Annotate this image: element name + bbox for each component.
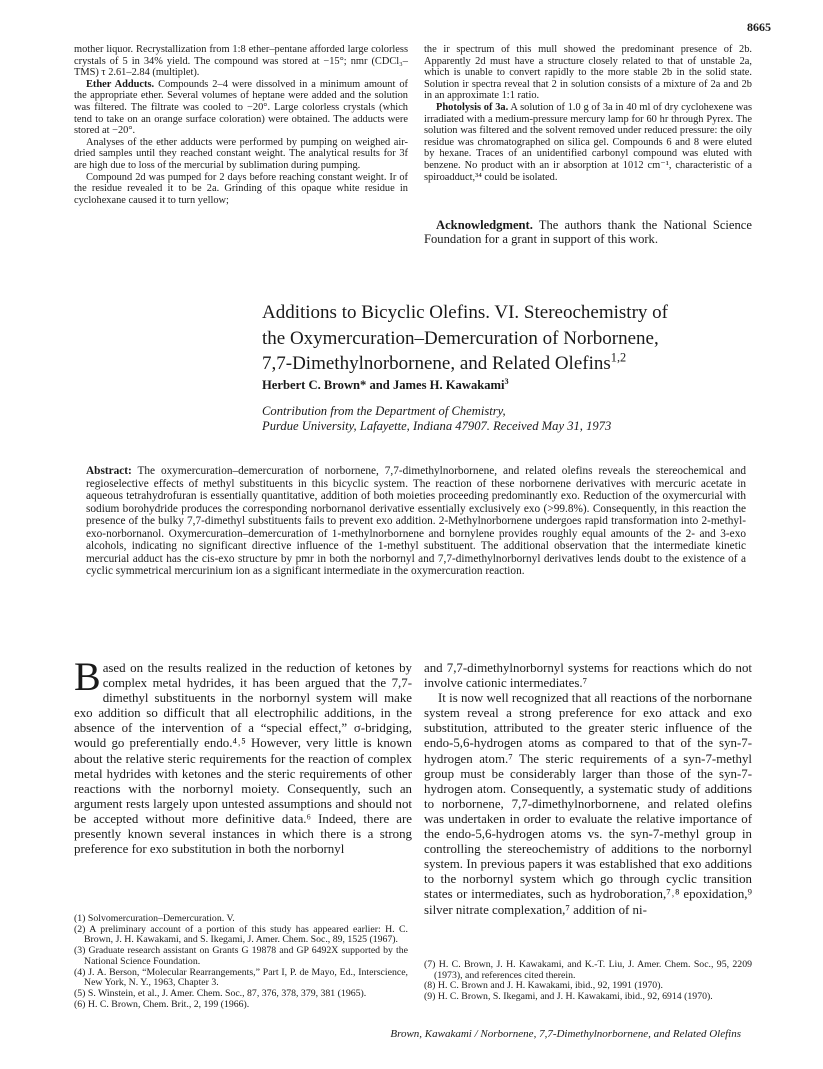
footnote: (3) Graduate research assistant on Grants G 19878 and GP 6492X supported by the National Science Foundation. — [74, 945, 408, 967]
contribution-line: Purdue University, Lafayette, Indiana 47907. Received May 31, 1973 — [262, 419, 612, 433]
footnotes-right — [424, 960, 752, 1003]
body-paragraph: It is now well recognized that all reactions of the norbornane system reveal a strong preference for exo attack and exo substitution, attributed to the greater steric influence of the endo-5,6-hydrogen atoms as compared to that of the syn-7-hydrogen atom.⁷ The steric requirements of a syn-7-methyl group must be considerably larger than those of the syn-7-hydrogen atom. Consequently, a systematic study of additions to norbornene, 7,7-dimethylnorbornene, and related olefins was undertaken in order to evaluate the relative importance of the endo-5,6-hydrogen atoms vs. the syn-7-methyl group in controlling the stereochemistry of additions to the norbornyl system. In previous papers it was established that exo additions to the norbornyl system which go through cyclic transition states or intermediates, such as hydroboration,⁷˒⁸ epoxidation,⁹ silver nitrate complexation,⁷ addition of ni- — [424, 691, 752, 917]
footnote: (4) J. A. Berson, “Molecular Rearrangements,” Part I, P. de Mayo, Ed., Interscience, New York, N. Y., 1963, Chapter 3. — [74, 966, 408, 989]
prev-paragraph: mother liquor. Recrystallization from 1:8 ether–pentane afforded large colorless crystals of 5 in 34% yield. The compound was stored at −15°; nmr (CDCl₃–TMS) τ 2.61–2.84 (multiplet). — [74, 44, 408, 79]
title-line: the Oxymercuration–Demercuration of Norbornene, — [262, 327, 659, 349]
paragraph-text: A solution of 1.0 g of 3a in 40 ml of dry cyclohexene was irradiated with a medium-pressure mercury lamp for 60 hr through Pyrex. The solution was filtered and the solvent removed under reduced pressure: the oily residue was chromatographed on silica gel. Compounds 6 and 8 were eluted by hexane. Traces of an unidentified carbonyl compound was eluted with benzene. No product with an ir absorption at 1012 cm⁻¹, characteristic of a spiroadduct,³⁴ could be isolated. — [424, 101, 752, 183]
contribution — [262, 404, 611, 434]
title-line: 7,7-Dimethylnorbornene, and Related Olefins$^{1,2}$ — [262, 350, 627, 374]
intro-text: ased on the results realized in the reduction of ketones by complex metal hydrides, it has been argued that the 7,7-dimethyl substituents in the norbornyl system will make exo addition so difficult that all electrophilic additions, in the absence of the intervention of a “special effect,” σ-bridging, would go preferentially endo.⁴˒⁵ However, very little is known about the relative steric requirements for the reaction of complex metal hydrides with ketones and the steric requirements of other reactions with the norbornyl moiety. Consequently, such an argument rests largely upon untested assumptions and should not be accepted without more definitive data.⁶ Indeed, there are presently known several instances in which there is a strong preference for exo substitution in both the norbornyl — [74, 661, 412, 857]
page-number: 8665 — [747, 20, 771, 34]
ether-adducts-paragraph — [74, 79, 408, 137]
acknowledgment-lead: Acknowledgment. — [436, 218, 533, 232]
body-left-column — [74, 654, 412, 857]
title-footnote-ref: 1,2 — [610, 350, 627, 365]
footnote: (8) H. C. Brown and J. H. Kawakami, ibid., 92, 1991 (1970). — [424, 980, 663, 992]
prev-article-right-column — [424, 44, 752, 183]
abstract — [86, 465, 746, 578]
acknowledgment — [424, 218, 752, 246]
intro-paragraph — [74, 654, 412, 857]
footnote: (5) S. Winstein, et al., J. Amer. Chem. Soc., 87, 376, 378, 379, 381 (1965). — [74, 987, 367, 999]
abstract-text: The oxymercuration–demercuration of norbornene, 7,7-dimethylnorbornene, and related olefins reveals the stereochemical and regioselective effects of methyl substituents in this bicyclic system. The reaction of these norbornene derivatives with mercuric acetate in aqueous tetrahydrofuran is essentially quantitative, addition of both moieties proceeding predominantly exo. Reduction of the oxymercurial with sodium borohydride produces the corresponding norbornanol derivative essentially exclusively exo (>99.8%). Consequently, in this reaction the presence of the bulky 7,7-dimethyl substituents fails to prevent exo addition. 2-Methylnorbornene undergoes rapid transformation into 2-methyl-exo-norbornanol. Oxymercuration–demercuration of 1-methylnorbornene and bornylene provides roughly equal amounts of the 2- and 3-exo alcohols, indicating no significant directive influence of the 1-methyl substituent. The additional observation that the intermediate kinetic mercurial adduct has the cis-exo structure by pmr in both the norbornyl and 7,7-dimethylnorbornyl derivatives lends doubt to the existence of a cyclic symmetrical mercurinium ion as a significant intermediate in the oxymercuration reaction. — [86, 465, 746, 577]
contribution-line: Contribution from the Department of Chemistry, — [262, 404, 506, 418]
footnote: (2) A preliminary account of a portion of this study has appeared earlier: H. C. Brown, J. H. Kawakami, and S. Ikegami, J. Amer. Chem. Soc., 89, 1525 (1967). — [74, 923, 408, 946]
body-right-column — [424, 661, 752, 918]
footnote: (1) Solvomercuration–Demercuration. V. — [74, 913, 235, 924]
paragraph-text: Compounds 2–4 were dissolved in a minimum amount of the appropriate ether. Several volumes of heptane were added and the solution was filtered. The filtrate was cooled to −20°. Large colorless crystals (which tend to take on an orange surface coloration) were obtained. The adducts were stored at −20°. — [74, 78, 408, 137]
author-footnote-ref: 3 — [504, 376, 509, 386]
footnote: (6) H. C. Brown, Chem. Brit., 2, 199 (1966). — [74, 998, 250, 1010]
analysis-paragraph: Analyses of the ether adducts were performed by pumping on weighed air-dried samples until they reached constant weight. The analytical results for 3f are high due to loss of the mercurial by sublimation during pumping. — [74, 136, 408, 171]
footnotes-left — [74, 914, 408, 1010]
photolysis-paragraph — [424, 102, 752, 183]
footnote: (9) H. C. Brown, S. Ikegami, and J. H. Kawakami, ibid., 92, 6914 (1970). — [424, 991, 713, 1003]
acknowledgment-text: The authors thank the National Science Foundation for a grant in support of this work. — [424, 218, 752, 246]
compound-2d-paragraph: Compound 2d was pumped for 2 days before reaching constant weight. Ir of the residue revealed it to be 2a. Grinding of this opaque white residue in cyclohexane caused it to turn yellow; — [74, 171, 408, 206]
paragraph-lead: Photolysis of 3a. — [436, 101, 509, 113]
article-title — [262, 300, 732, 377]
mull-paragraph: the ir spectrum of this mull showed the predominant presence of 2b. Apparently 2d must have a structure closely related to that of unstable 2a, which is unable to convert rapidly to the more stable 2b in the solid state. Solution ir spectra reveal that 2 in solution consists of a mixture of 2a and 2b in an approximate 1:1 ratio. — [424, 44, 752, 102]
body-paragraph: and 7,7-dimethylnorbornyl systems for reactions which do not involve cationic intermediates.⁷ — [424, 661, 752, 691]
drop-cap: B — [74, 654, 101, 699]
abstract-label: Abstract: — [86, 465, 132, 477]
title-line: Additions to Bicyclic Olefins. VI. Stereochemistry of — [262, 302, 668, 323]
prev-article-left-column — [74, 44, 408, 206]
running-footer: Brown, Kawakami / Norbornene, 7,7-Dimethylnorbornene, and Related Olefins — [390, 1028, 741, 1040]
footnote: (7) H. C. Brown, J. H. Kawakami, and K.-T. Liu, J. Amer. Chem. Soc., 95, 2209 (1973), and references cited therein. — [424, 959, 752, 981]
paragraph-lead: Ether Adducts. — [86, 78, 155, 90]
authors: Herbert C. Brown* and James H. Kawakami$^3$ — [262, 376, 509, 392]
